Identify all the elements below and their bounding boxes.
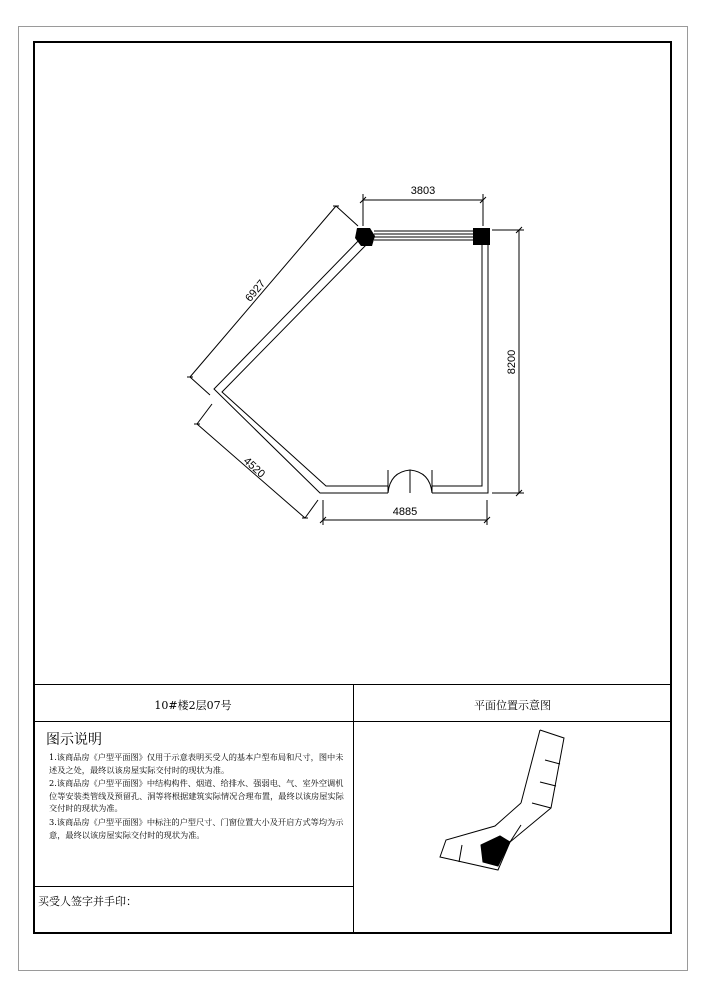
door-arc-right — [410, 470, 432, 493]
door-arc-left — [388, 470, 410, 493]
key-plan — [440, 730, 564, 870]
inner-wall-right — [432, 245, 482, 486]
dim-top: 3803 — [410, 185, 436, 197]
column-right — [473, 228, 490, 245]
notes-heading: 图示说明 — [46, 732, 102, 748]
note-item: 1.该商品房《户型平面图》仅用于示意表明买受人的基本户型布局和尺寸，图中未述及之处，最终以该房屋实际交付时的现状为准。 — [49, 752, 344, 775]
signature-label: 买受人签字并手印： — [38, 895, 137, 908]
note-item: 3.该商品房《户型平面图》中标注的户型尺寸、门窗位置大小及开启方式等均为示意，最终以该房屋实际交付时的现状为准。 — [49, 816, 344, 840]
inner-wall — [222, 244, 388, 486]
column-left — [355, 228, 375, 246]
outer-wall-right — [432, 245, 488, 493]
dim-diag-short: 4520 — [240, 455, 268, 481]
table-sign-rule — [33, 886, 353, 887]
location-label: 平面位置示意图 — [474, 699, 551, 712]
notes-list — [49, 751, 349, 842]
unit-label: 10#楼2层07号 — [154, 699, 232, 712]
dim-diag-long: 6927 — [243, 277, 269, 305]
outer-wall — [214, 236, 388, 493]
note-item: 2.该商品房《户型平面图》中结构构件、烟道、给排水、强弱电、气、室外空调机位等安装类管线及预留孔、洞等将根据建筑实际情况合理布置，最终以该房屋实际交付时的现状为准。 — [49, 778, 344, 814]
dim-bottom: 4885 — [392, 506, 418, 518]
dim-right: 8200 — [506, 349, 518, 375]
table-divider — [353, 684, 354, 934]
